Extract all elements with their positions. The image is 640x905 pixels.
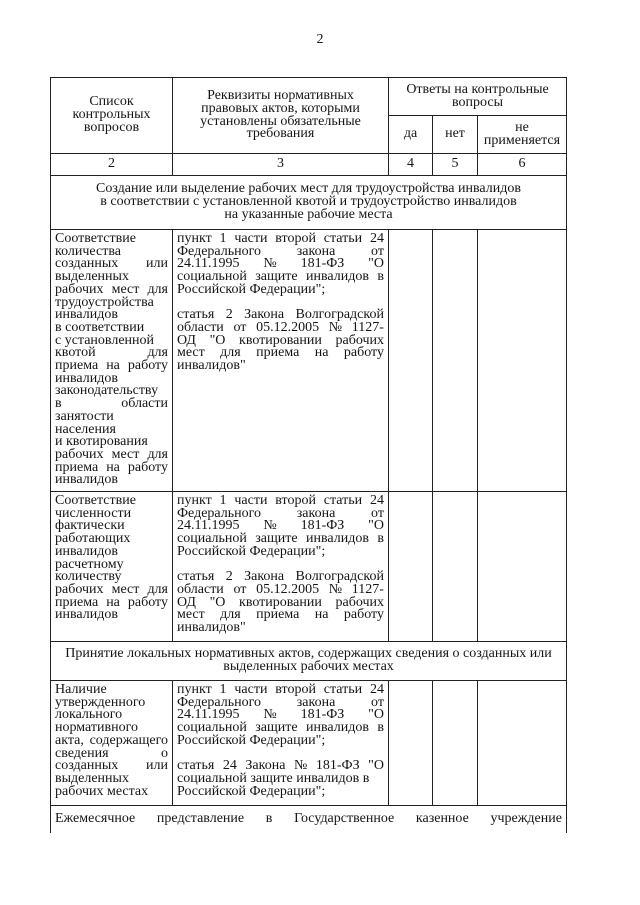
word: второй — [275, 682, 316, 697]
word: "О — [209, 332, 226, 348]
question-line: Соответствие — [55, 493, 136, 508]
word: на — [106, 594, 120, 610]
word: 24 — [369, 682, 384, 697]
word: на — [314, 345, 329, 361]
section-title-line: Принятие локальных нормативных актов, содержащих сведения о созданных или — [65, 646, 552, 662]
word: статьи — [323, 493, 363, 508]
word: части — [234, 231, 268, 246]
word: № — [263, 256, 277, 272]
question-line: инвалидов — [55, 370, 118, 386]
header-line: Ответы на контрольные — [406, 81, 549, 97]
word: приема — [256, 345, 300, 361]
word: закона — [296, 243, 336, 259]
requisite-paragraph — [177, 309, 384, 373]
header-questions-cell — [51, 78, 173, 154]
requisite-line: социальной защите инвалидов в — [177, 770, 370, 786]
word: мест — [111, 581, 140, 597]
word: или — [146, 256, 168, 272]
answer-yes-cell — [389, 230, 433, 492]
word: для — [147, 446, 168, 462]
requisites-cell — [173, 230, 389, 492]
word: 181-ФЗ — [300, 518, 345, 534]
answer-na-cell — [478, 492, 567, 642]
column-number-cell: 2 — [51, 154, 173, 176]
word: защите — [255, 720, 298, 736]
word: защите — [255, 269, 298, 285]
answer-no-cell — [433, 681, 478, 806]
word: № — [293, 758, 308, 774]
answer-no-cell — [433, 492, 478, 642]
word: на — [314, 607, 329, 623]
word: мест — [177, 607, 205, 623]
question-line: работающих — [55, 531, 131, 547]
word: акта, — [55, 732, 84, 748]
section-row — [51, 642, 567, 681]
header-line: да — [403, 126, 418, 142]
word: "О — [209, 594, 226, 610]
word: от — [233, 319, 247, 335]
word: работу — [127, 459, 168, 475]
word: учреждение — [490, 810, 562, 826]
word: Федерального — [177, 243, 262, 259]
section-row — [51, 176, 567, 230]
question-line: выделенных — [55, 269, 129, 285]
word: для — [220, 607, 241, 623]
question-line: утвержденного — [55, 694, 146, 710]
question-line: законодательству — [55, 383, 159, 399]
word: рабочих — [335, 332, 384, 348]
word: закона — [296, 505, 336, 521]
question-line: численности — [55, 505, 132, 521]
question-line: фактически — [55, 518, 125, 534]
requisites-cell — [173, 492, 389, 642]
requisite-paragraph — [177, 684, 384, 748]
requisite-line: Российской Федерации"; — [177, 543, 326, 559]
question-line: в соответствии — [55, 319, 145, 335]
question-row — [51, 681, 567, 806]
answer-na-cell — [478, 230, 567, 492]
requisite-line: Российской Федерации"; — [177, 783, 326, 799]
word: ОД — [177, 332, 196, 348]
word: от — [371, 694, 384, 710]
word: для — [220, 345, 241, 361]
continuation-row — [51, 806, 567, 833]
word: 181-ФЗ — [315, 758, 360, 774]
word: 2 — [225, 307, 233, 323]
word: приема — [55, 358, 99, 374]
header-yes-cell — [389, 116, 433, 154]
word: квотировании — [239, 332, 322, 348]
question-line: трудоустройства — [55, 294, 154, 310]
word: мест — [111, 281, 140, 297]
word: 1 — [219, 493, 227, 508]
word: для — [147, 345, 168, 361]
requisite-paragraph — [177, 495, 384, 559]
word: или — [146, 758, 168, 774]
word: 181-ФЗ — [300, 256, 345, 272]
word: области — [177, 319, 224, 335]
word: Закона — [245, 758, 286, 774]
question-line: инвалидов — [55, 543, 118, 559]
word: пункт — [177, 231, 212, 246]
header-answers-cell — [389, 78, 567, 116]
question-line: инвалидов — [55, 607, 118, 623]
word: Волгоградской — [295, 307, 384, 323]
word: 2 — [225, 569, 233, 585]
question-row — [51, 230, 567, 492]
word: работу — [343, 345, 384, 361]
word: 1 — [219, 231, 227, 246]
header-line: нет — [445, 126, 465, 142]
word: инвалидов — [306, 531, 369, 547]
word: мест — [177, 345, 205, 361]
header-line: правовых актов, которыми — [201, 100, 360, 116]
word: работу — [127, 358, 168, 374]
word: рабочих — [55, 581, 104, 597]
word: сведения — [55, 745, 109, 761]
header-line: не — [515, 119, 529, 135]
word: социальной — [177, 531, 247, 547]
requisite-paragraph — [177, 571, 384, 635]
word: в — [377, 720, 384, 736]
header-requisites-cell — [173, 78, 389, 154]
word: № — [263, 707, 277, 723]
requisite-line: инвалидов" — [177, 620, 246, 636]
word: 24.11.1995 — [177, 707, 240, 723]
header-line: Реквизиты нормативных — [207, 88, 354, 104]
question-line: количеству — [55, 569, 122, 585]
word: рабочих — [55, 446, 104, 462]
word: в — [265, 810, 273, 826]
word: квотой — [55, 345, 96, 361]
question-line: локального — [55, 707, 123, 723]
requisites-cell — [173, 681, 389, 806]
section-title-cell — [51, 176, 567, 230]
word: от — [233, 581, 247, 597]
word: статья — [177, 307, 215, 323]
word: работу — [127, 594, 168, 610]
word: созданных — [55, 256, 119, 272]
word: области — [177, 581, 224, 597]
word: статья — [177, 758, 215, 774]
continuation-line — [55, 810, 562, 826]
question-line: инвалидов — [55, 472, 118, 488]
word: представление — [156, 810, 245, 826]
word: 1127- — [351, 581, 384, 597]
word: на — [106, 358, 120, 374]
word: второй — [275, 493, 316, 508]
word: пункт — [177, 682, 212, 697]
word: защите — [255, 531, 298, 547]
answer-yes-cell — [389, 492, 433, 642]
question-line: расчетному — [55, 556, 124, 572]
column-number-cell: 5 — [433, 154, 478, 176]
word: работу — [343, 607, 384, 623]
question-line: населения — [55, 421, 116, 437]
word: приема — [55, 594, 99, 610]
header-line: вопросов — [83, 119, 140, 135]
word: рабочих — [55, 281, 104, 297]
header-line: применяется — [483, 132, 561, 148]
column-numbers-row — [51, 154, 567, 176]
question-line: Наличие — [55, 682, 107, 697]
word: на — [106, 459, 120, 475]
question-line: количества — [55, 243, 121, 259]
word: Ежемесячное — [55, 810, 136, 826]
word: № — [328, 319, 343, 335]
requisite-line: Российской Федерации"; — [177, 732, 326, 748]
word: 24 — [369, 493, 384, 508]
requisite-paragraph — [177, 760, 384, 798]
word: казенное — [415, 810, 469, 826]
header-row — [51, 78, 567, 116]
word: пункт — [177, 493, 212, 508]
continuation-cell — [51, 806, 567, 833]
section-title-line: выделенных рабочих местах — [223, 659, 394, 674]
word: 1 — [219, 682, 227, 697]
word: Волгоградской — [295, 569, 384, 585]
word: 1127- — [351, 319, 384, 335]
word: "О — [368, 518, 384, 534]
question-cell — [51, 492, 173, 642]
answer-yes-cell — [389, 681, 433, 806]
question-cell — [51, 681, 173, 806]
word: 24.11.1995 — [177, 518, 240, 534]
question-line: инвалидов — [55, 307, 118, 323]
word: 24 — [369, 231, 384, 246]
header-line: установлены обязательные — [200, 113, 361, 129]
header-line: контрольных — [72, 107, 151, 123]
word: от — [371, 243, 384, 259]
word: рабочих — [335, 594, 384, 610]
header-line: вопросы — [452, 94, 503, 110]
word: для — [147, 281, 168, 297]
word: ОД — [177, 594, 196, 610]
answer-na-cell — [478, 681, 567, 806]
word: № — [263, 518, 277, 534]
word: Федерального — [177, 694, 262, 710]
word: 24 — [222, 758, 237, 774]
requisite-line: Российской Федерации"; — [177, 281, 326, 297]
question-line: Соответствие — [55, 231, 136, 246]
header-line: Список — [89, 94, 134, 110]
word: статья — [177, 569, 215, 585]
word: инвалидов — [306, 269, 369, 285]
word: социальной — [177, 269, 247, 285]
word: Федерального — [177, 505, 262, 521]
word: Закона — [244, 307, 285, 323]
word: статьи — [323, 231, 363, 246]
word: для — [147, 581, 168, 597]
checklist-table — [50, 77, 567, 833]
word: 05.12.2005 — [256, 319, 320, 335]
page-number: 2 — [316, 32, 324, 47]
header-na-cell — [478, 116, 567, 154]
question-row — [51, 492, 567, 642]
section-title-line: на указанные рабочие места — [224, 206, 393, 222]
word: № — [328, 581, 343, 597]
word: от — [371, 505, 384, 521]
question-line: нормативного — [55, 720, 139, 736]
header-line: требования — [246, 126, 315, 142]
word: части — [234, 682, 268, 697]
word: закона — [296, 694, 336, 710]
column-number-cell: 4 — [389, 154, 433, 176]
word: "О — [368, 758, 384, 774]
word: содержащего — [89, 732, 168, 748]
word: второй — [275, 231, 316, 246]
word: социальной — [177, 720, 247, 736]
question-cell — [51, 230, 173, 492]
column-number-cell: 3 — [173, 154, 389, 176]
section-title-line: Создание или выделение рабочих мест для трудоустройства инвалидов — [96, 181, 521, 197]
word: Закона — [244, 569, 285, 585]
word: "О — [368, 707, 384, 723]
word: области — [121, 396, 168, 412]
question-line: выделенных — [55, 770, 129, 786]
word: статьи — [323, 682, 363, 697]
requisite-paragraph — [177, 233, 384, 297]
word: в — [55, 396, 62, 412]
word: в — [377, 269, 384, 285]
word: 05.12.2005 — [256, 581, 320, 597]
answer-no-cell — [433, 230, 478, 492]
word: части — [234, 493, 268, 508]
section-title-cell — [51, 642, 567, 681]
word: приема — [55, 459, 99, 475]
word: мест — [111, 446, 140, 462]
word: квотировании — [239, 594, 322, 610]
question-line: с установленной — [55, 332, 155, 348]
word: Государственное — [294, 810, 395, 826]
question-line: занятости — [55, 408, 114, 424]
word: "О — [368, 256, 384, 272]
word: о — [161, 745, 168, 761]
question-line: и квотирования — [55, 434, 148, 450]
word: 181-ФЗ — [300, 707, 345, 723]
section-title-line: в соответствии с установленной квотой и трудоустройство инвалидов — [100, 194, 517, 210]
column-number-cell: 6 — [478, 154, 567, 176]
header-no-cell — [433, 116, 478, 154]
word: 24.11.1995 — [177, 256, 240, 272]
word: созданных — [55, 758, 119, 774]
word: инвалидов — [306, 720, 369, 736]
word: в — [377, 531, 384, 547]
word: приема — [256, 607, 300, 623]
requisite-line: инвалидов" — [177, 358, 246, 374]
question-line: рабочих местах — [55, 783, 149, 799]
